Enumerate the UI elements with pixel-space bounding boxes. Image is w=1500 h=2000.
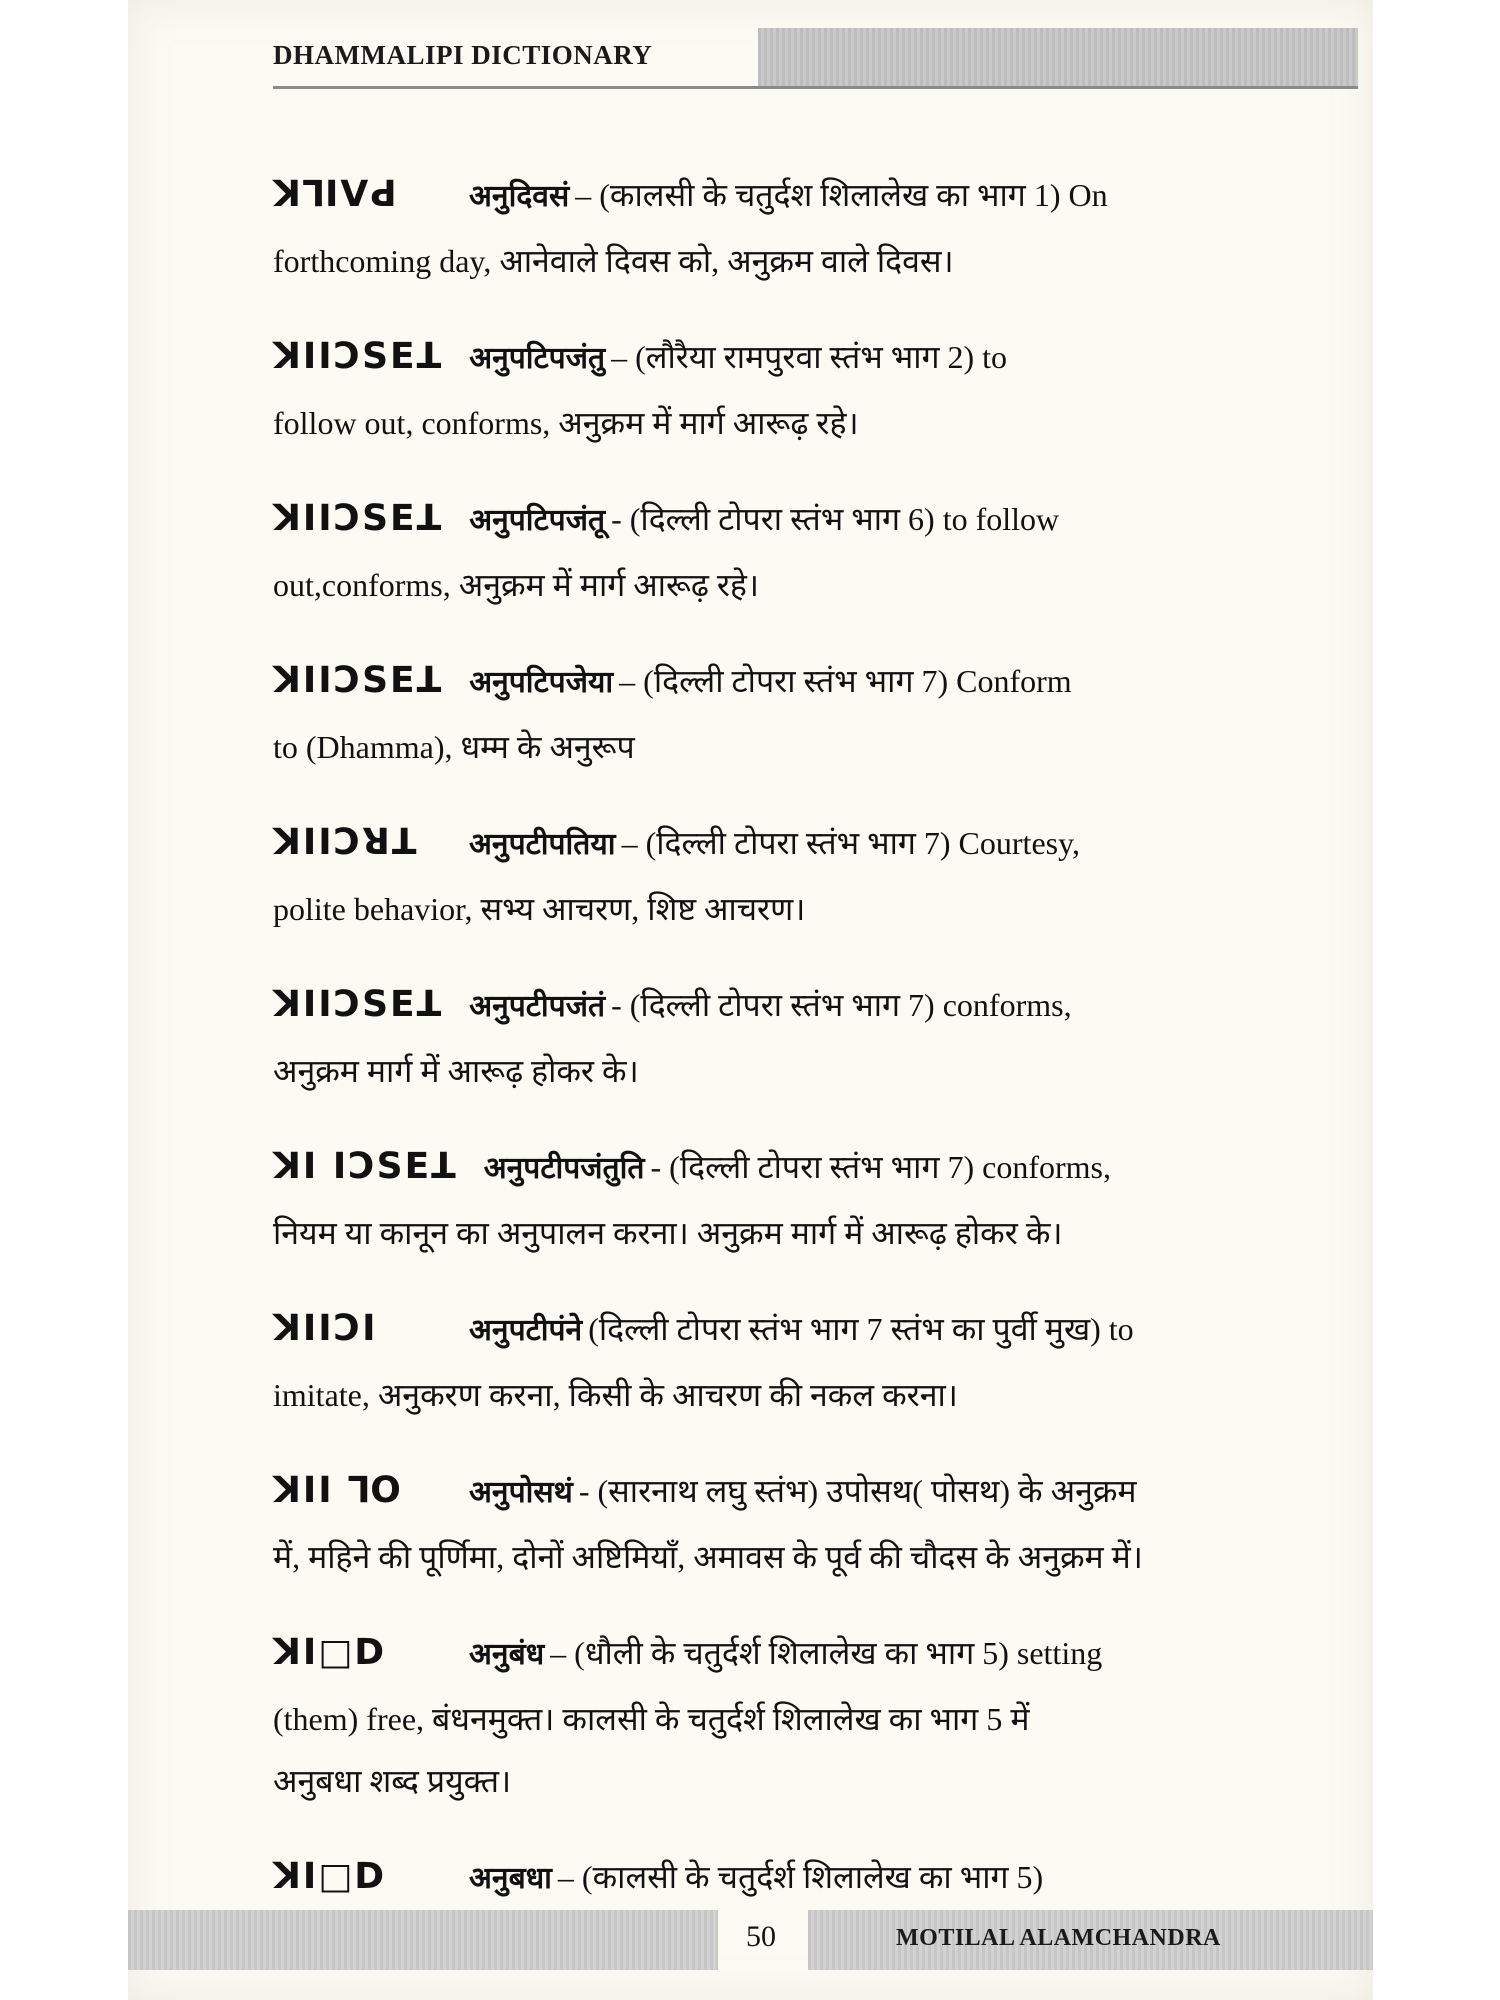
dhammalipi-script-word: ꓘꓲꓲꓛꓤꓕ xyxy=(273,822,419,863)
dictionary-entries xyxy=(273,160,1273,2000)
entry-first-line xyxy=(273,1294,1273,1364)
entry-definition-continuation: में, महिने की पूर्णिमा, दोनों अष्टिमियाँ, अमावस के पूर्व की चौदस के अनुक्रम में। xyxy=(273,1539,1143,1575)
entry-first-line xyxy=(273,808,1273,878)
entry-headword: अनुपटिपजंतु xyxy=(469,341,606,376)
dictionary-entry xyxy=(273,970,1273,1102)
dhammalipi-script-word: ꓘꓲꓲꓛꓢꓰꓕ xyxy=(273,660,444,701)
entry-first-line xyxy=(273,970,1273,1040)
entry-definition-start: – (दिल्ली टोपरा स्तंभ भाग 7) Conform xyxy=(619,663,1072,699)
entry-definition-start: - (दिल्ली टोपरा स्तंभ भाग 7) conforms, xyxy=(611,987,1072,1023)
dhammalipi-script-word: ꓘꓶꓲꓦꓒ xyxy=(273,174,399,215)
entry-definition-start: - (दिल्ली टोपरा स्तंभ भाग 7) conforms, xyxy=(650,1149,1111,1185)
dictionary-entry xyxy=(273,1132,1273,1264)
entry-definition-start: - (दिल्ली टोपरा स्तंभ भाग 6) to follow xyxy=(611,501,1060,537)
entry-first-line xyxy=(273,1842,1273,1912)
dictionary-entry xyxy=(273,646,1273,778)
entry-definition-start: – (लौरैया रामपुरवा स्तंभ भाग 2) to xyxy=(611,339,1008,375)
dhammalipi-script-word: ꓘꓲꓲꓛꓲ xyxy=(273,1308,378,1349)
entry-definition-start: – (धौली के चतुर्दर्श शिलालेख का भाग 5) setting xyxy=(550,1635,1103,1671)
dhammalipi-script-word: ꓘꓲꓲ ꓶꓳ xyxy=(273,1470,403,1511)
entry-definition-continuation: polite behavior, सभ्य आचरण, शिष्ट आचरण। xyxy=(273,891,806,927)
dictionary-entry xyxy=(273,160,1273,292)
entry-first-line xyxy=(273,1132,1273,1202)
entry-first-line xyxy=(273,1618,1273,1688)
entry-first-line xyxy=(273,484,1273,554)
entry-definition-start: – (कालसी के चतुर्दर्श शिलालेख का भाग 5) xyxy=(557,1859,1044,1895)
entry-definition-continuation: imitate, अनुकरण करना, किसी के आचरण की नकल करना। xyxy=(273,1377,958,1413)
dhammalipi-script-word: ꓘꓲꓲꓛꓢꓰꓕ xyxy=(273,336,444,377)
entry-definition-continuation: अनुबधा शब्द प्रयुक्त। xyxy=(273,1763,512,1799)
entry-definition-continuation: to (Dhamma), धम्म के अनुरूप xyxy=(273,729,635,765)
entry-headword: अनुपटिपजंतू xyxy=(469,503,606,538)
running-header-title: DHAMMALIPI DICTIONARY xyxy=(273,40,653,70)
dictionary-entry xyxy=(273,484,1273,616)
dhammalipi-script-word: ꓘꓲꓲꓛꓢꓰꓕ xyxy=(273,498,444,539)
entry-definition-continuation: (them) free, बंधनमुक्त। कालसी के चतुर्दर्श शिलालेख का भाग 5 में xyxy=(273,1701,1030,1737)
entry-headword: अनुपटीपंने xyxy=(469,1313,583,1348)
book-page xyxy=(128,0,1373,2000)
dhammalipi-script-word: ꓘꓲ□ꓓ xyxy=(273,1632,387,1673)
entry-headword: अनुपटीपतिया xyxy=(469,827,616,862)
entry-first-line xyxy=(273,322,1273,392)
entry-headword: अनुबंध xyxy=(469,1637,545,1672)
entry-definition-start: – (कालसी के चतुर्दश शिलालेख का भाग 1) On xyxy=(575,177,1108,213)
entry-definition-continuation: follow out, conforms, अनुक्रम में मार्ग आरूढ़ रहे। xyxy=(273,405,859,441)
entry-headword: अनुबधा xyxy=(469,1861,552,1896)
entry-definition-continuation: अनुक्रम मार्ग में आरूढ़ होकर के। xyxy=(273,1053,639,1089)
entry-definition-continuation: नियम या कानून का अनुपालन करना। अनुक्रम मार्ग में आरूढ़ होकर के। xyxy=(273,1215,1063,1251)
entry-definition-start: (दिल्ली टोपरा स्तंभ भाग 7 स्तंभ का पुर्वी मुख) to xyxy=(588,1311,1134,1347)
entry-headword: अनुपटीपजंतं xyxy=(469,989,606,1024)
entry-definition-start: - (सारनाथ लघु स्तंभ) उपोसथ( पोसथ) के अनुक्रम xyxy=(578,1473,1137,1509)
entry-headword: अनुपटीपजंतुति xyxy=(483,1151,645,1186)
dictionary-entry xyxy=(273,1618,1273,1812)
header-decorative-band xyxy=(758,28,1358,86)
dhammalipi-script-word: ꓘꓲꓲꓛꓢꓰꓕ xyxy=(273,984,444,1025)
dictionary-entry xyxy=(273,1456,1273,1588)
header-rule xyxy=(273,86,1358,89)
entry-definition-continuation: out,conforms, अनुक्रम में मार्ग आरूढ़ रहे। xyxy=(273,567,760,603)
dictionary-entry xyxy=(273,322,1273,454)
page-number: 50 xyxy=(746,1920,776,1953)
entry-headword: अनुपोसथं xyxy=(469,1475,573,1510)
dictionary-entry xyxy=(273,808,1273,940)
entry-headword: अनुपटिपजेया xyxy=(469,665,614,700)
entry-definition-continuation: forthcoming day, आनेवाले दिवस को, अनुक्रम वाले दिवस। xyxy=(273,243,954,279)
footer-band-left xyxy=(128,1910,718,1970)
dhammalipi-script-word: ꓘꓲ ꓲꓛꓢꓰꓕ xyxy=(273,1146,458,1187)
entry-first-line xyxy=(273,160,1273,230)
footer-author: MOTILAL ALAMCHANDRA xyxy=(896,1925,1221,1951)
entry-first-line xyxy=(273,1456,1273,1526)
dictionary-entry xyxy=(273,1294,1273,1426)
entry-definition-start: – (दिल्ली टोपरा स्तंभ भाग 7) Courtesy, xyxy=(621,825,1081,861)
dhammalipi-script-word: ꓘꓲ□ꓓ xyxy=(273,1856,387,1897)
entry-headword: अनुदिवसं xyxy=(469,179,570,214)
entry-first-line xyxy=(273,646,1273,716)
